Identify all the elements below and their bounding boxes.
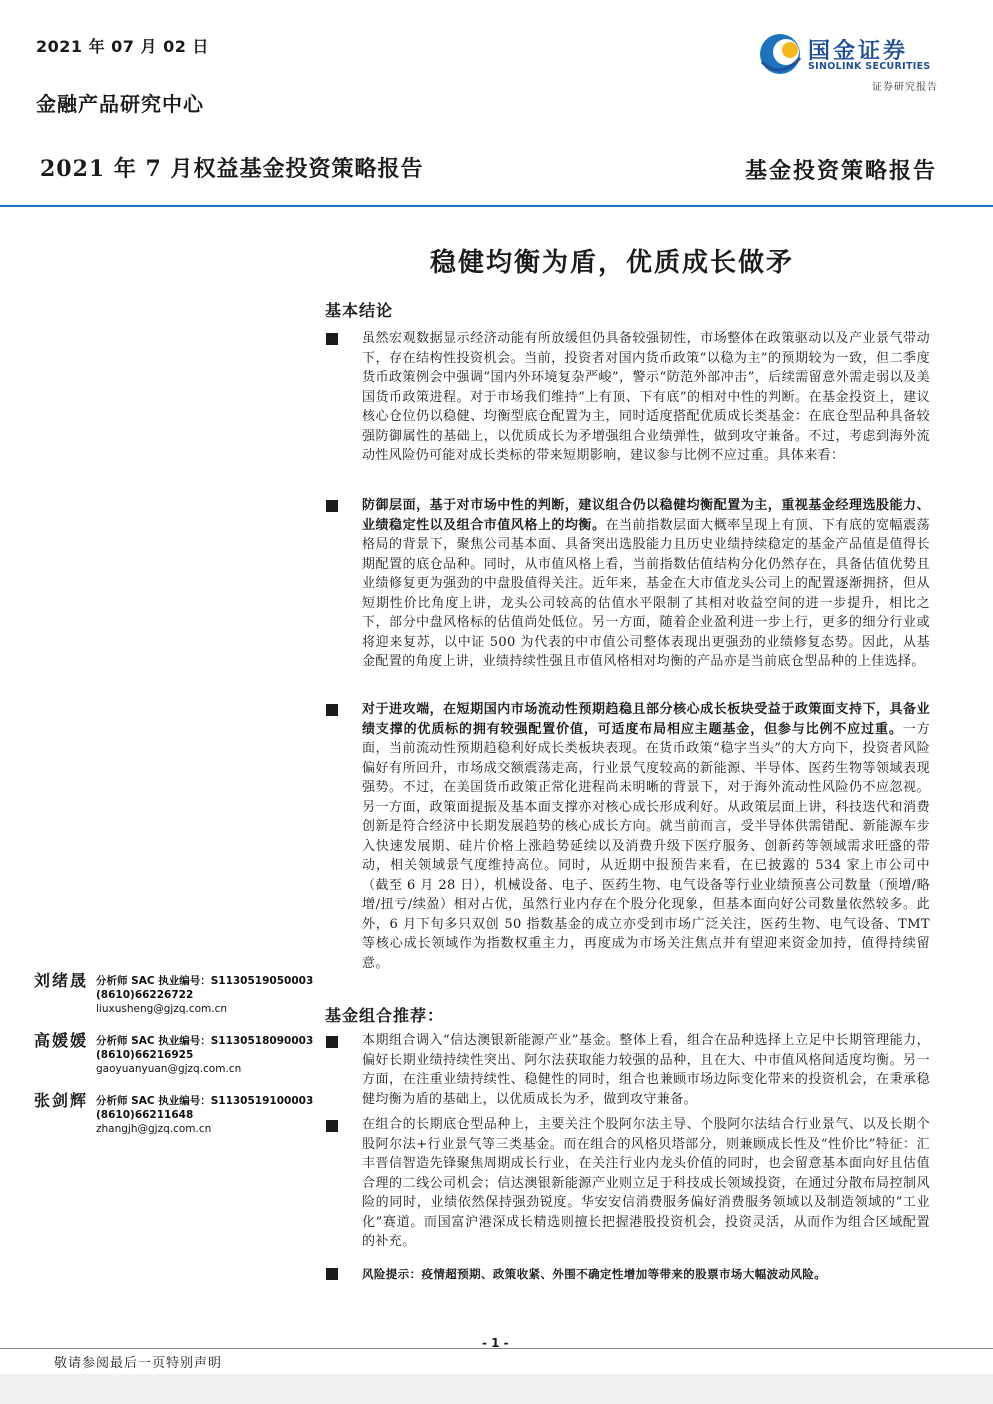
analyst-info — [96, 1034, 313, 1076]
paragraph-text: 在组合的长期底仓型品种上，主要关注个股阿尔法主导、个股阿尔法结合行业景气、以及长期个股阿尔法+行业景气等三类基金。而在组合的风格贝塔部分，则兼顾成长性及“性价比”特征：汇丰晋信智造先锋聚焦周期成长行业，在关注行业内龙头价值的同时，也会留意基本面向好且估值合理的二线公司机会；信达澳银新能源产业则立足于科技成长领域投资，在通过分散布局控制风险的同时，业绩依然保持强劲锐度。华安安信消费服务偏好消费服务领域以及制造领域的“工业化”赛道。而国富沪港深成长精选则擅长把握港股投资机会，投资灵活，从而作为组合区域配置的补充。 — [362, 1117, 930, 1249]
conclusion-paragraph-2 — [362, 496, 930, 672]
paragraph-lead-bold: 防御层面，基于对市场中性的判断，建议组合仍以稳健均衡配置为主，重视基金经理选股能力、业绩稳定性以及组合市值风格上的均衡。 — [362, 498, 930, 533]
paragraph-text: 一方面，当前流动性预期趋稳利好成长类板块表现。在货币政策“稳字当头”的大方向下，投资者风险偏好有所回升，市场成交额震荡走高，行业景气度较高的新能源、半导体、医药生物等领域表现强势。不过，在美国货币政策正常化进程尚未明晰的背景下，对于海外流动性风险仍不应忽视。另一方面，政策面提振及基本面支撑亦对核心成长形成利好。从政策层面上讲，科技迭代和消费创新是符合经济中长期发展趋势的核心成长方向。就当前而言，受半导体供需错配、新能源车步入快速发展期、硅片价格上涨趋势延续以及消费升级下医疗服务、创新药等领域需求旺盛的带动，相关领域景气度维持高位。同时，从近期中报预告来看，在已披露的 534 家上市公司中（截至 6 月 28 日），机械设备、电子、医药生物、电气设备等行业业绩预喜公司数量（预增/略增/扭亏/续盈）相对占优，虽然行业内存在个股分化现象，但基本面向好公司数量依然较多。此外，6 月下旬多只双创 50 指数基金的成立亦受到市场广泛关注，医药生物、电气设备、TMT 等核心成长领域作为指数权重主力，再度成为市场关注焦点并有望迎来资金加持，值得持续留意。 — [362, 721, 930, 971]
analyst-email[interactable]: zhangjh@gjzq.com.cn — [96, 1123, 212, 1135]
analyst-name: 高媛媛 — [34, 1031, 89, 1050]
analyst-info — [96, 974, 313, 1016]
portfolio-paragraph-2 — [362, 1115, 930, 1252]
analyst-phone: (8610)66216925 — [96, 1049, 194, 1061]
page-bottom-band — [0, 1374, 993, 1404]
report-type: 基金投资策略报告 — [744, 158, 937, 184]
page-number: - 1 - — [482, 1336, 509, 1350]
bullet-icon — [326, 1036, 338, 1048]
section-title-conclusions: 基本结论 — [325, 301, 394, 320]
header-divider — [0, 205, 993, 207]
analyst-name: 张剑辉 — [34, 1091, 89, 1110]
bullet-icon — [326, 500, 338, 512]
analyst-title: 分析师 SAC 执业编号：S1130519100003 — [96, 1095, 314, 1107]
disclaimer-note: 敬请参阅最后一页特别声明 — [54, 1356, 223, 1371]
paragraph-text: 虽然宏观数据显示经济动能有所放缓但仍具备较强韧性，市场整体在政策驱动以及产业景气带动下，存在结构性投资机会。当前，投资者对国内货币政策“以稳为主”的预期较为一致，但二季度货币政策例会中强调“国内外环境复杂严峻”，警示“防范外部冲击”，后续需留意外需走弱以及美国货币政策进程。对于市场我们维持“上有顶、下有底”的相对中性的判断。在基金投资上，建议核心仓位仍以稳健、均衡型底仓配置为主，同时适度搭配优质成长类基金：在底仓型品种具备较强防御属性的基础上，以优质成长为矛增强组合业绩弹性，做到攻守兼备。不过，考虑到海外流动性风险仍可能对成长类标的带来短期影响，建议参与比例不应过重。具体来看： — [362, 331, 930, 463]
department-name: 金融产品研究中心 — [36, 92, 204, 116]
risk-text: 风险提示：疫情超预期、政策收紧、外围不确定性增加等带来的股票市场大幅波动风险。 — [362, 1267, 827, 1281]
risk-warning — [362, 1265, 930, 1285]
analyst-email[interactable]: gaoyuanyuan@gjzq.com.cn — [96, 1063, 242, 1075]
analyst-title: 分析师 SAC 执业编号：S1130518090003 — [96, 1035, 314, 1047]
bullet-icon — [326, 1120, 338, 1132]
analyst-phone: (8610)66211648 — [96, 1109, 194, 1121]
bullet-icon — [326, 704, 338, 716]
portfolio-paragraph-1 — [362, 1031, 930, 1109]
conclusion-paragraph-1 — [362, 329, 930, 466]
footer-divider — [0, 1348, 993, 1349]
headline: 稳健均衡为盾，优质成长做矛 — [430, 248, 795, 278]
conclusion-paragraph-3 — [362, 700, 930, 973]
bullet-icon — [326, 1268, 338, 1280]
paragraph-text: 本期组合调入“信达澳银新能源产业”基金。整体上看，组合在品种选择上立足中长期管理能力，偏好长期业绩持续性突出、阿尔法获取能力较强的品种，且在大、中市值风格间适度均衡。另一方面，在注重业绩持续性、稳健性的同时，组合也兼顾市场边际变化带来的投资机会，在秉承稳健均衡为盾的基础上，以优质成长为矛，做到攻守兼备。 — [362, 1033, 930, 1107]
analyst-info — [96, 1094, 313, 1136]
logo-subtitle: 证券研究报告 — [872, 82, 938, 93]
analyst-email[interactable]: liuxusheng@gjzq.com.cn — [96, 1003, 228, 1015]
section-title-portfolio: 基金组合推荐： — [325, 1006, 445, 1025]
logo-name-cn: 国金证券 — [808, 39, 909, 64]
paragraph-text: 在当前指数层面大概率呈现上有顶、下有底的宽幅震荡格局的背景下，聚焦公司基本面、具备突出选股能力且历史业绩持续稳定的基金产品值是值得长期配置的底仓品种。同时，从市值风格上看，当前指数估值结构分化仍然存在，具备估值优势且业绩修复更为强劲的中盘股值得关注。近年来，基金在大市值龙头公司上的配置逐渐拥挤，但从短期性价比角度上讲，龙头公司较高的估值水平限制了其相对收益空间的进一步提升，相比之下，部分中盘风格标的估值尚处低位。另一方面，随着企业盈利进一步上行，更多的细分行业或将迎来复苏，以中证 500 为代表的中市值公司整体表现出更强劲的业绩修复态势。因此，从基金配置的角度上讲，业绩持续性强且市值风格相对均衡的产品亦是当前底仓型品种的上佳选择。 — [362, 517, 930, 669]
analyst-title: 分析师 SAC 执业编号：S1130519050003 — [96, 975, 314, 987]
report-title: 2021 年 7 月权益基金投资策略报告 — [40, 156, 424, 182]
analyst-name: 刘绪晟 — [34, 971, 89, 990]
logo-name-en: SINOLINK SECURITIES — [808, 61, 931, 72]
bullet-icon — [326, 333, 338, 345]
report-date: 2021 年 07 月 02 日 — [36, 37, 209, 56]
analyst-phone: (8610)66226722 — [96, 989, 194, 1001]
paragraph-lead-bold: 对于进攻端，在短期国内市场流动性预期趋稳且部分核心成长板块受益于政策面支持下，具备业绩支撑的优质标的拥有较强配置价值，可适度布局相应主题基金，但参与比例不应过重。 — [362, 702, 930, 737]
